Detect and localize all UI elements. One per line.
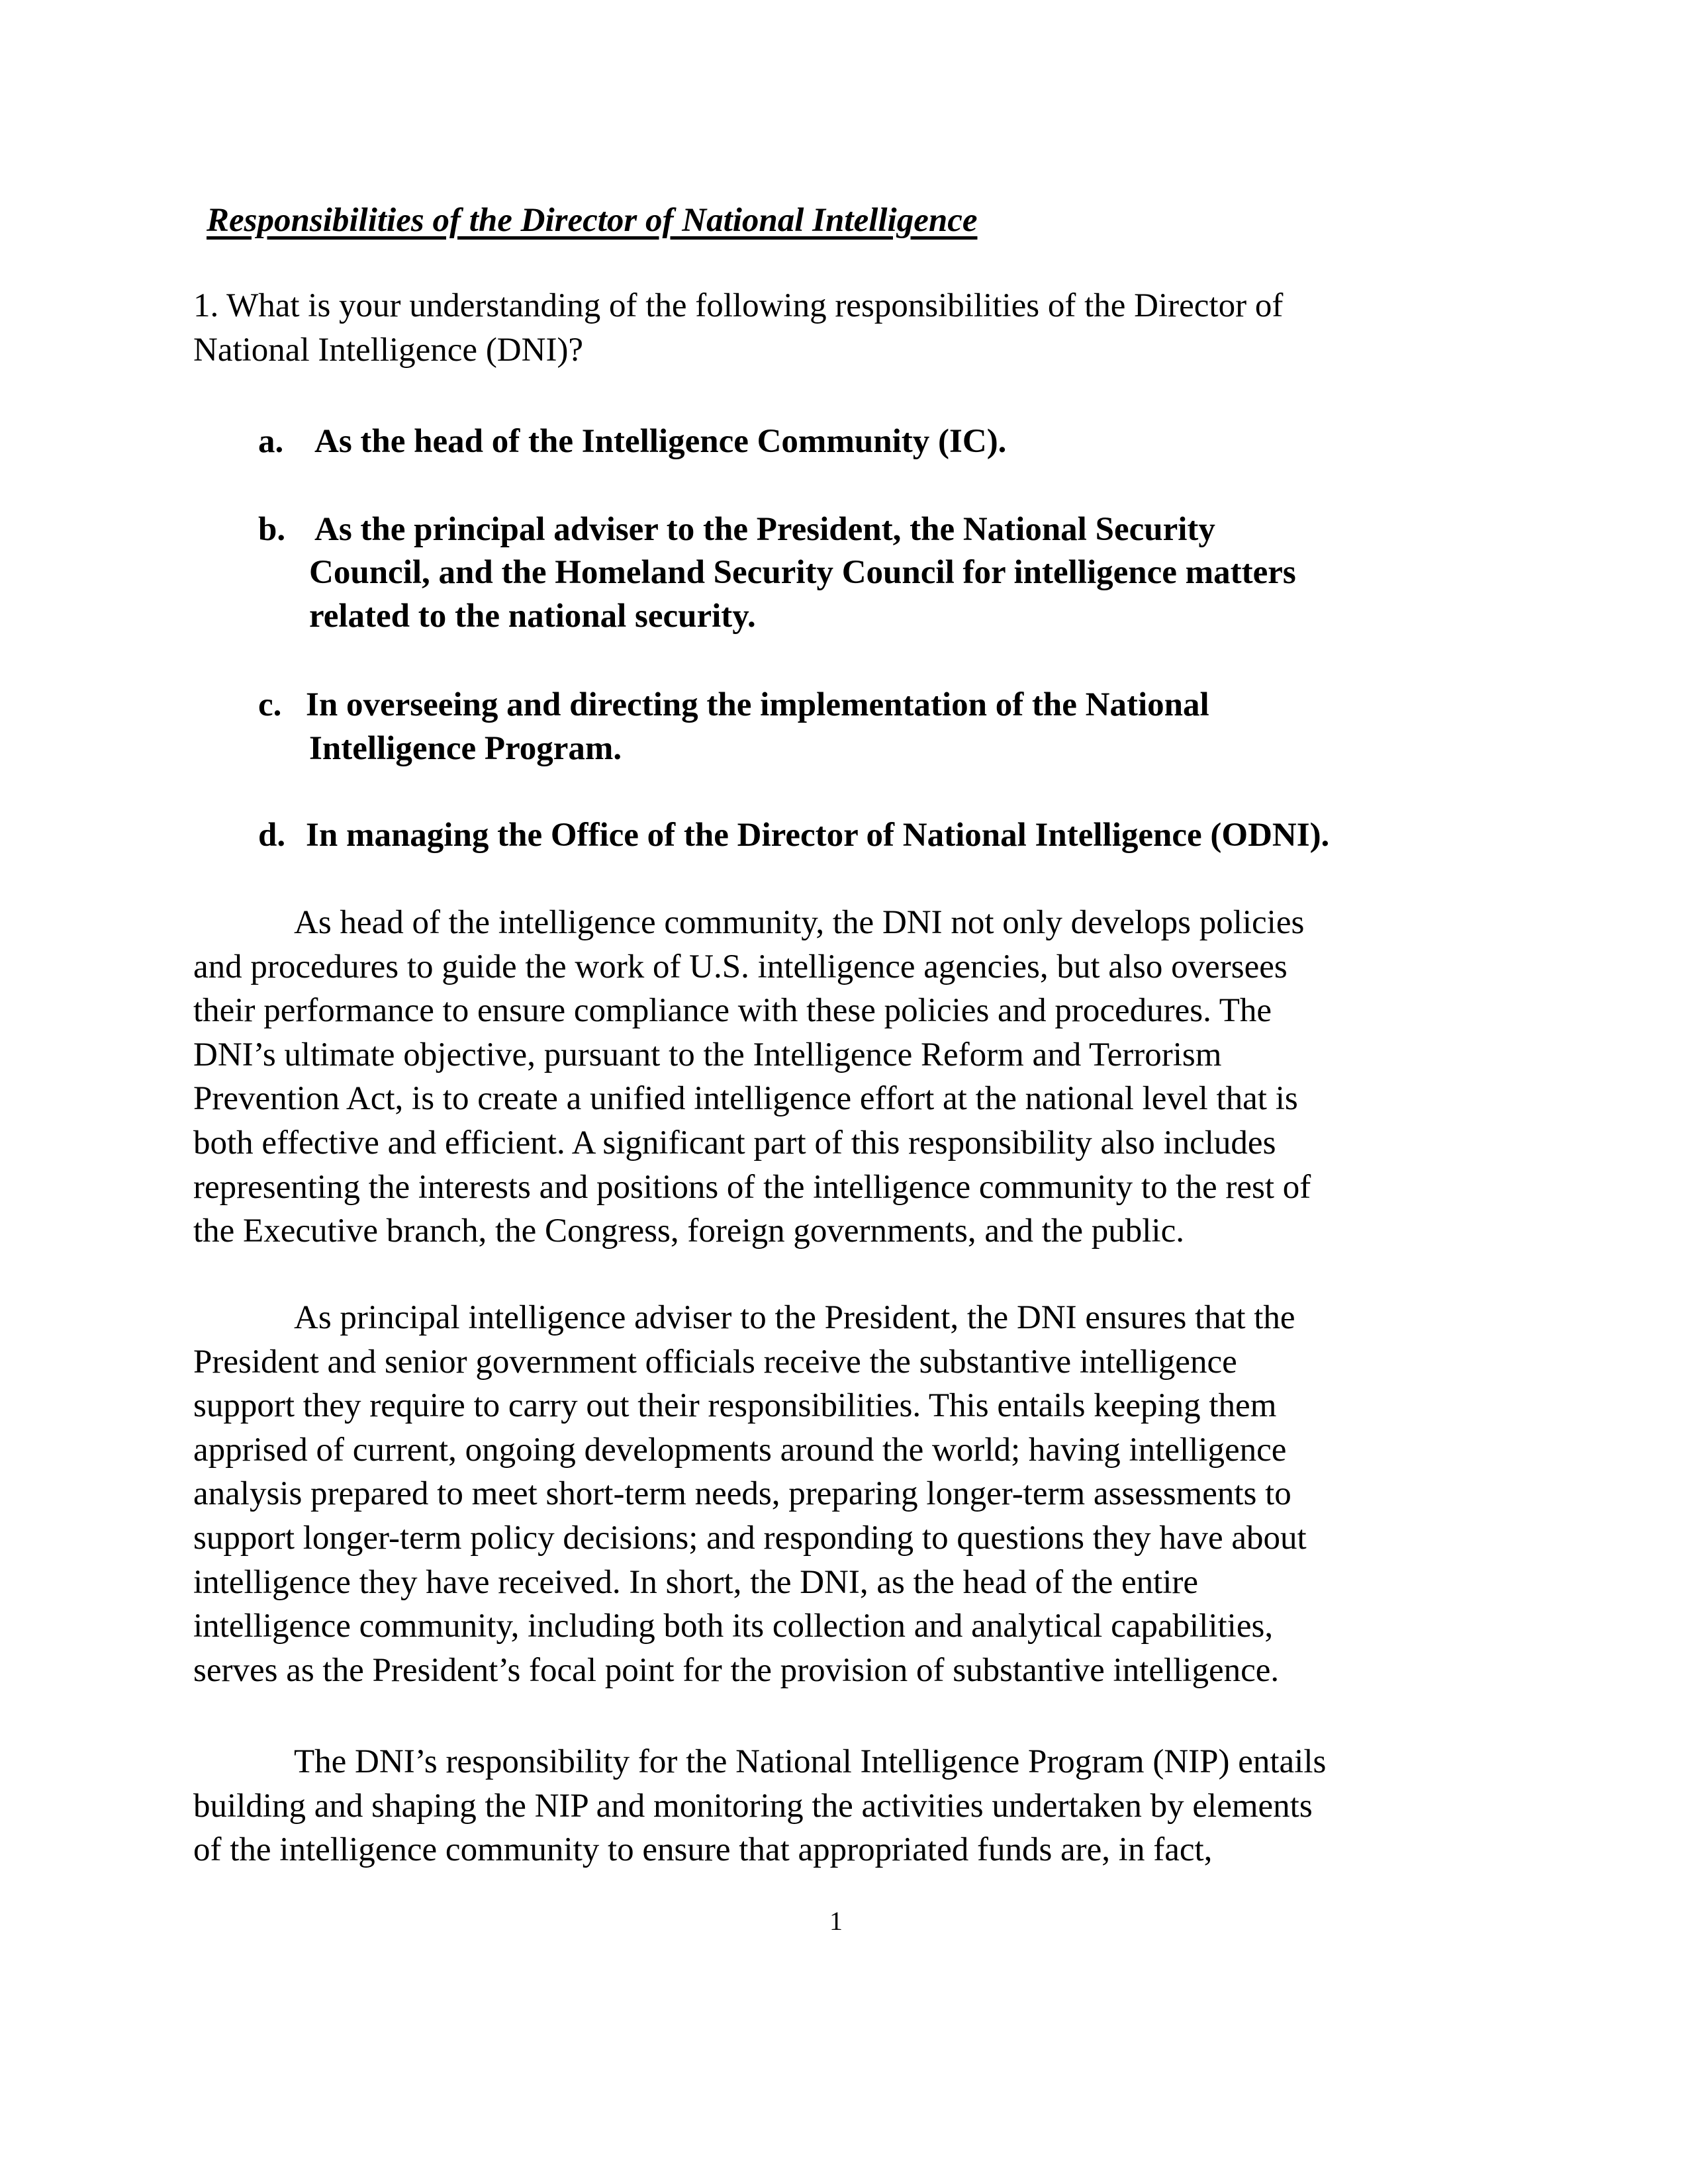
paragraph-line: representing the interests and positions of the intelligence community to the rest of	[193, 1169, 1311, 1206]
paragraph-line: intelligence community, including both its collection and analytical capabilities,	[193, 1608, 1274, 1645]
paragraph-line: analysis prepared to meet short-term needs, preparing longer-term assessments to	[193, 1475, 1291, 1512]
paragraph-line: support longer-term policy decisions; and responding to questions they have about	[193, 1520, 1307, 1557]
paragraph-line: As principal intelligence adviser to the President, the DNI ensures that the	[294, 1299, 1295, 1336]
question-line: National Intelligence (DNI)?	[193, 332, 584, 369]
paragraph-line: building and shaping the NIP and monitoring the activities undertaken by elements	[193, 1788, 1313, 1825]
paragraph-line: Prevention Act, is to create a unified intelligence effort at the national level that is	[193, 1080, 1298, 1117]
paragraph-line: both effective and efficient. A significant part of this responsibility also includes	[193, 1124, 1276, 1161]
page-title: Responsibilities of the Director of National Intelligence	[207, 202, 978, 239]
paragraph-line: As head of the intelligence community, the DNI not only develops policies	[294, 904, 1305, 941]
paragraph-line: President and senior government officials receive the substantive intelligence	[193, 1343, 1237, 1381]
paragraph-line: the Executive branch, the Congress, foreign governments, and the public.	[193, 1212, 1184, 1250]
item-letter: b.	[258, 511, 286, 548]
page-number: 1	[829, 1906, 843, 1936]
item-line: Intelligence Program.	[309, 730, 622, 767]
item-line: related to the national security.	[309, 598, 756, 635]
paragraph-line: DNI’s ultimate objective, pursuant to the Intelligence Reform and Terrorism	[193, 1036, 1222, 1073]
item-line: As the principal adviser to the President, the National Security	[314, 511, 1215, 548]
paragraph-line: serves as the President’s focal point for the provision of substantive intelligence.	[193, 1652, 1280, 1689]
paragraph-line: support they require to carry out their responsibilities. This entails keeping them	[193, 1387, 1277, 1424]
item-letter: a.	[258, 423, 284, 460]
item-line: In overseeing and directing the implementation of the National	[306, 686, 1209, 723]
paragraph-line: The DNI’s responsibility for the National Intelligence Program (NIP) entails	[294, 1743, 1327, 1780]
paragraph-line: of the intelligence community to ensure that appropriated funds are, in fact,	[193, 1831, 1213, 1868]
item-letter: d.	[258, 817, 286, 854]
question-line: 1. What is your understanding of the following responsibilities of the Director of	[193, 287, 1284, 324]
paragraph-line: and procedures to guide the work of U.S. intelligence agencies, but also oversees	[193, 948, 1288, 985]
paragraph-line: intelligence they have received. In short, the DNI, as the head of the entire	[193, 1564, 1199, 1601]
item-line: In managing the Office of the Director of National Intelligence (ODNI).	[306, 817, 1330, 854]
paragraph-line: their performance to ensure compliance with these policies and procedures. The	[193, 992, 1272, 1029]
paragraph-line: apprised of current, ongoing developments around the world; having intelligence	[193, 1432, 1287, 1469]
item-line: Council, and the Homeland Security Council for intelligence matters	[309, 554, 1296, 591]
item-letter: c.	[258, 686, 282, 723]
item-line: As the head of the Intelligence Community (IC).	[314, 423, 1007, 460]
